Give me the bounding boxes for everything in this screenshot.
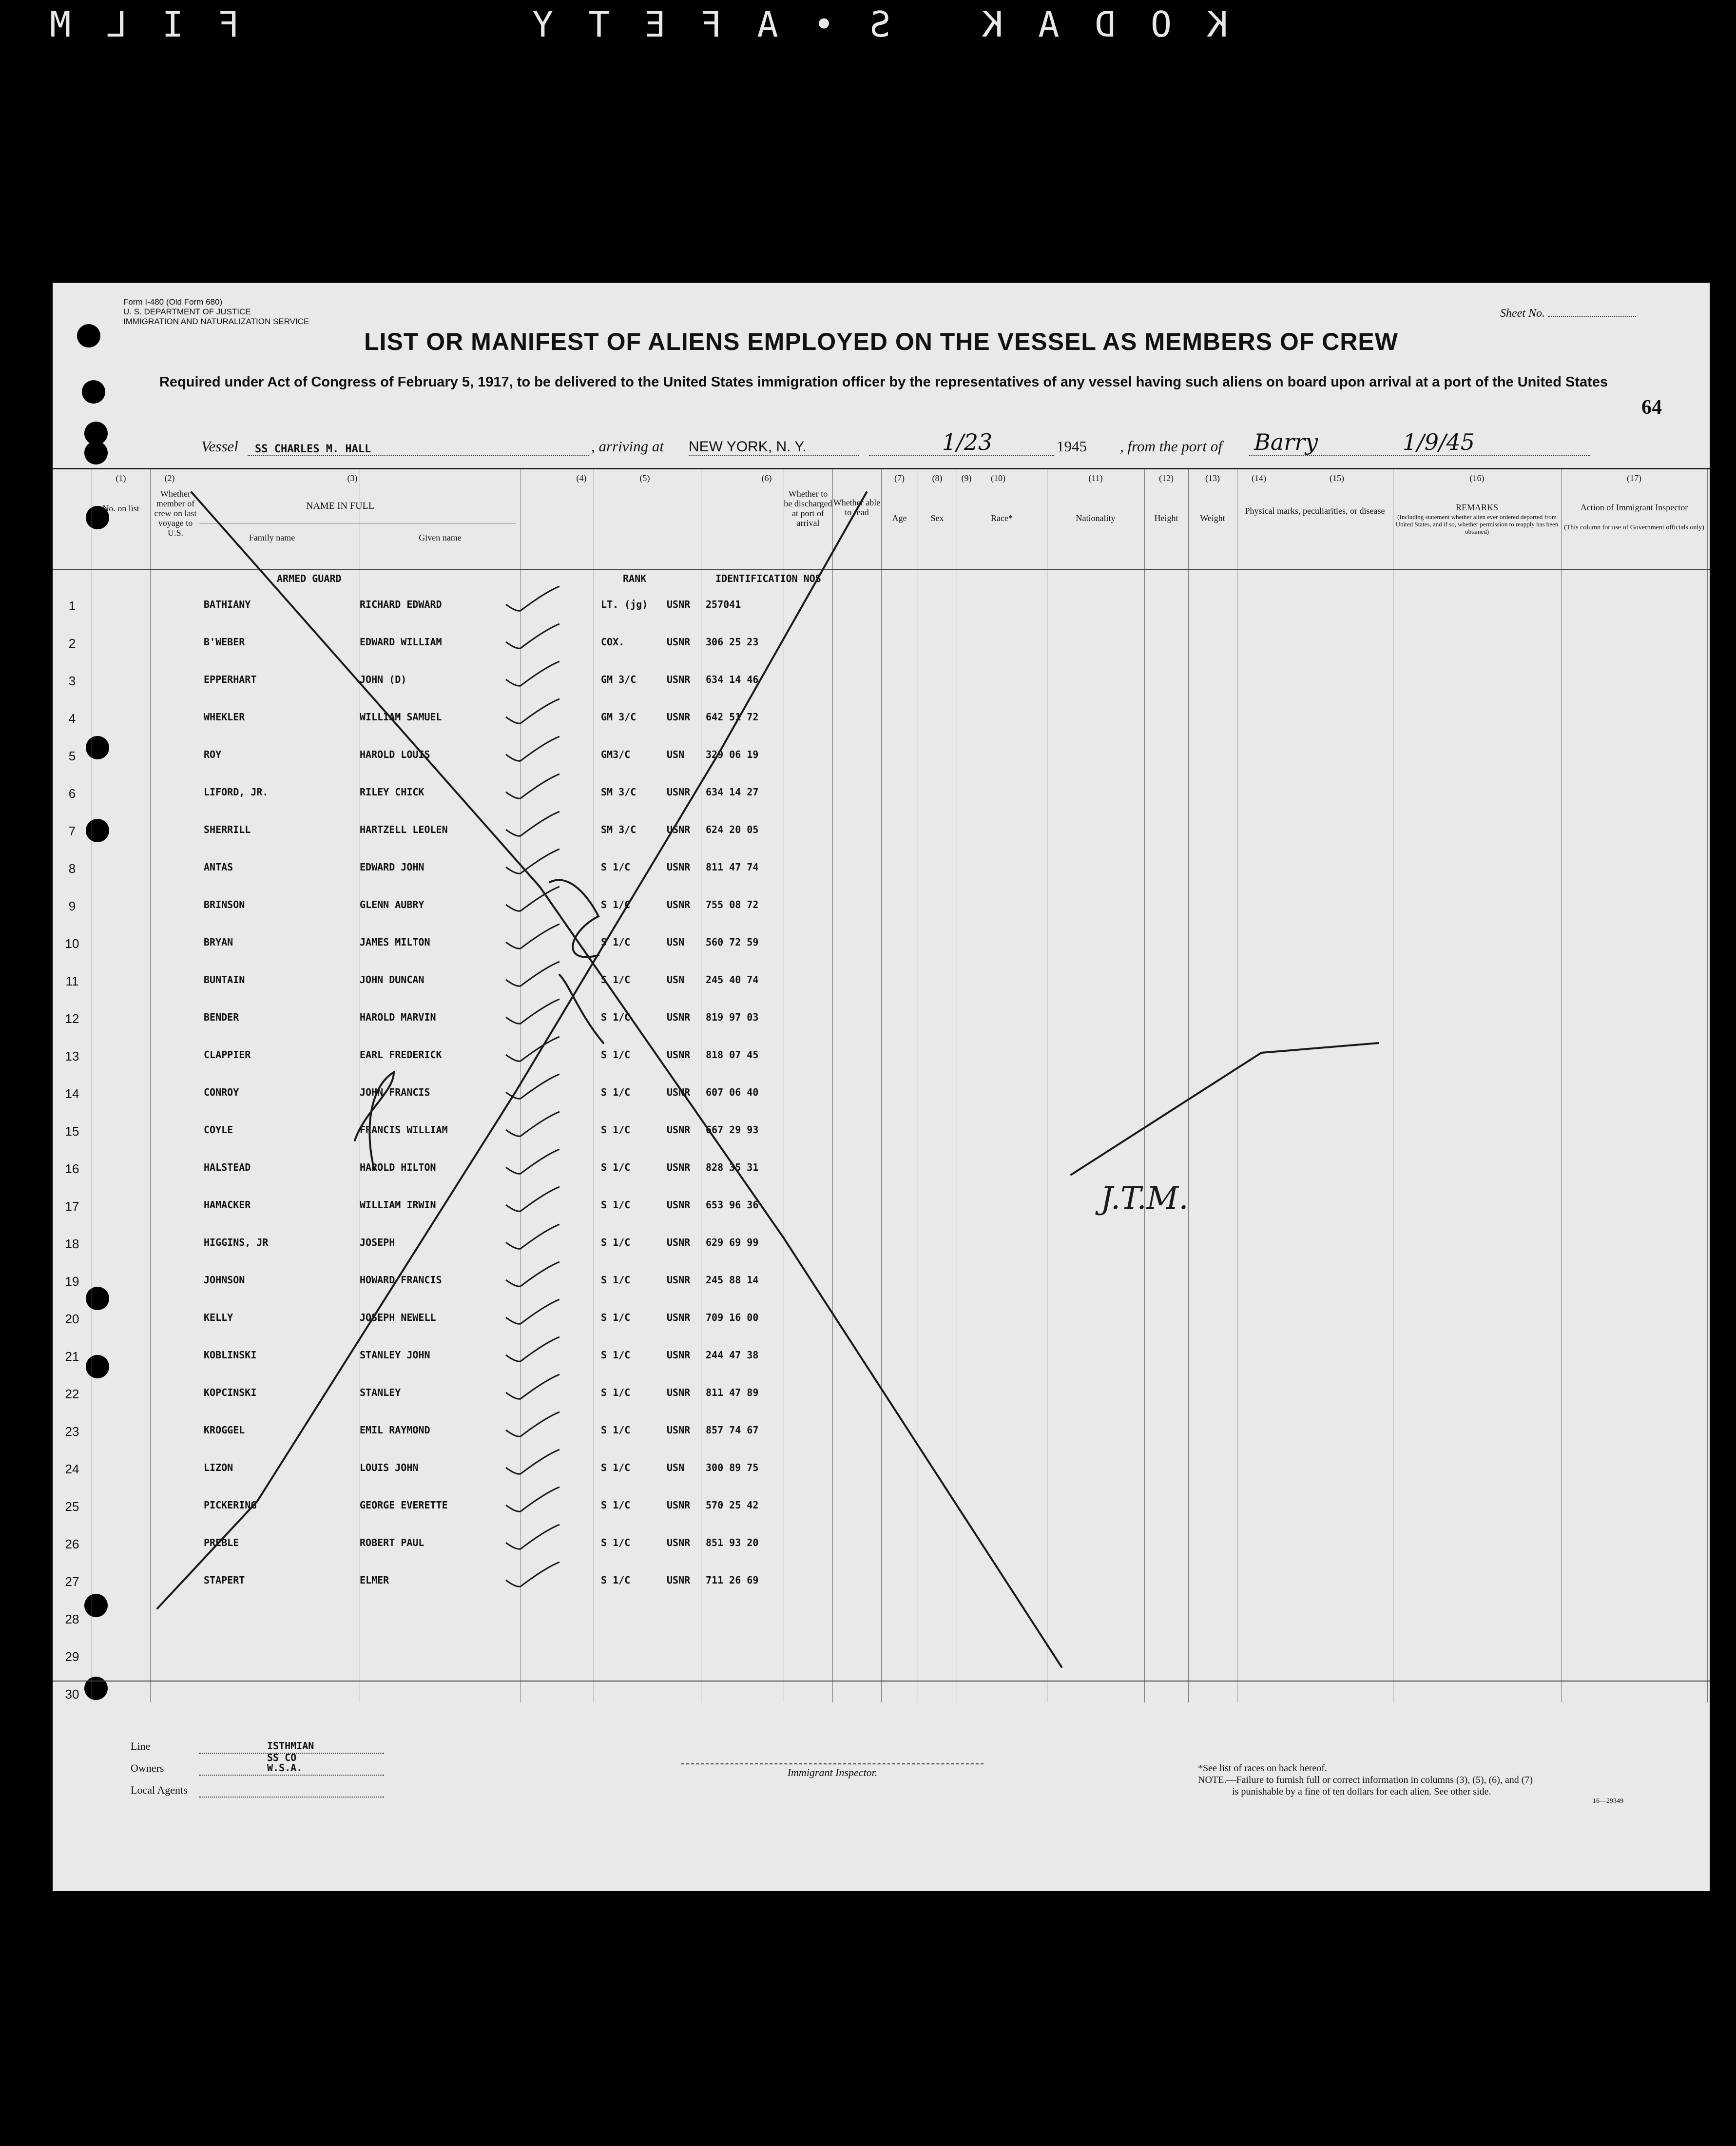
rank-cell: LT. (jg) xyxy=(601,599,648,610)
given-name-cell: GEORGE EVERETTE xyxy=(360,1499,448,1511)
rank-cell: GM3/C xyxy=(601,749,631,760)
branch-cell: USNR xyxy=(667,599,691,610)
given-name-cell: HAROLD LOUIS xyxy=(360,749,430,760)
column-header: Action of Immigrant Inspector xyxy=(1580,503,1688,512)
check-mark xyxy=(506,1224,559,1249)
identification-number-cell: 244 47 38 xyxy=(706,1349,759,1361)
family-name-cell: JOHNSON xyxy=(204,1274,245,1286)
rank-cell: GM 3/C xyxy=(601,711,637,723)
family-name-cell: COYLE xyxy=(204,1124,233,1136)
family-name-cell: PICKERING xyxy=(204,1499,257,1511)
column-header: Whether member of crew on last voyage to U.S. xyxy=(154,489,197,538)
family-name-cell: LIZON xyxy=(204,1462,233,1473)
check-mark xyxy=(506,624,559,648)
row-number: 22 xyxy=(65,1387,79,1401)
given-name-cell: EDWARD WILLIAM xyxy=(360,636,442,648)
check-mark xyxy=(506,586,559,611)
column-number: (13) xyxy=(1205,473,1220,483)
given-name-cell: ROBERT PAUL xyxy=(360,1537,424,1548)
rank-cell: S 1/C xyxy=(601,1424,631,1436)
row-number: 20 xyxy=(65,1312,79,1326)
identification-number-cell: 624 20 05 xyxy=(706,824,759,835)
owners-value: W.S.A. xyxy=(267,1762,303,1774)
branch-cell: USNR xyxy=(667,636,691,648)
approval-stroke xyxy=(1071,1043,1378,1175)
row-number: 18 xyxy=(65,1237,79,1251)
departure-port: Barry xyxy=(1254,429,1318,455)
row-number: 10 xyxy=(65,936,79,951)
rank-cell: S 1/C xyxy=(601,1237,631,1248)
given-name-cell: JAMES MILTON xyxy=(360,936,430,948)
rank-cell: S 1/C xyxy=(601,1011,631,1023)
row-number: 14 xyxy=(65,1086,79,1101)
row-number: 13 xyxy=(65,1049,79,1063)
note-line: *See list of races on back hereof. xyxy=(1198,1763,1327,1774)
branch-cell: USN xyxy=(667,1462,685,1473)
check-mark xyxy=(506,1337,559,1361)
check-mark xyxy=(506,1412,559,1436)
family-name-cell: HIGGINS, JR xyxy=(204,1237,269,1248)
row-number: 28 xyxy=(65,1612,79,1626)
family-name-cell: KELLY xyxy=(204,1312,233,1323)
identification-number-cell: 851 93 20 xyxy=(706,1537,759,1548)
row-number: 9 xyxy=(68,899,76,913)
row-number: 4 xyxy=(68,711,76,726)
family-name-cell: EPPERHART xyxy=(204,674,257,685)
remarks-note: (Including statement whether alien ever ordered deported from United States, and if so, whether permission to reapply has been obtained) xyxy=(1395,513,1559,535)
branch-cell: USNR xyxy=(667,1499,691,1511)
form-line: Form I-480 (Old Form 680) xyxy=(123,297,223,307)
diagonal-cancel-line xyxy=(192,492,540,887)
check-mark xyxy=(506,1487,559,1511)
column-header: Whether able to read xyxy=(833,498,881,517)
family-name-cell: B'WEBER xyxy=(204,636,245,648)
given-name-cell: ELMER xyxy=(360,1574,389,1586)
row-number: 29 xyxy=(65,1649,79,1664)
manifest-sheet xyxy=(53,283,1710,1891)
given-name-cell: GLENN AUBRY xyxy=(360,899,424,910)
given-name-cell: FRANCIS WILLIAM xyxy=(360,1124,448,1136)
given-name-cell: JOSEPH NEWELL xyxy=(360,1312,436,1323)
family-name-cell: BRYAN xyxy=(204,936,233,948)
branch-cell: USNR xyxy=(667,824,691,835)
identification-number-cell: 653 96 36 xyxy=(706,1199,759,1211)
column-number: (17) xyxy=(1627,473,1641,483)
identification-number-cell: 711 26 69 xyxy=(706,1574,759,1586)
identification-number-cell: 607 06 40 xyxy=(706,1086,759,1098)
branch-cell: USNR xyxy=(667,1537,691,1548)
rank-cell: S 1/C xyxy=(601,974,631,986)
identification-number-cell: 245 88 14 xyxy=(706,1274,759,1286)
check-mark xyxy=(506,1525,559,1549)
column-number: (9) xyxy=(961,473,972,483)
branch-cell: USN xyxy=(667,749,685,760)
branch-cell: USNR xyxy=(667,1199,691,1211)
branch-cell: USNR xyxy=(667,899,691,910)
identification-number-cell: 634 14 27 xyxy=(706,786,759,798)
form-code: 16—29349 xyxy=(1593,1798,1623,1805)
given-name-cell: EDWARD JOHN xyxy=(360,861,424,873)
check-mark xyxy=(506,1562,559,1586)
section-label-id: IDENTIFICATION NOS xyxy=(715,573,821,584)
column-number: (1) xyxy=(116,473,126,483)
branch-cell: USN xyxy=(667,974,685,986)
line-value: ISTHMIAN SS CO xyxy=(267,1740,314,1763)
column-number: (16) xyxy=(1469,473,1485,483)
rank-cell: S 1/C xyxy=(601,1086,631,1098)
identification-number-cell: 560 72 59 xyxy=(706,936,759,948)
given-name-cell: EMIL RAYMOND xyxy=(360,1424,430,1436)
immigrant-inspector-signature-line: Immigrant Inspector. xyxy=(681,1763,984,1779)
identification-number-cell: 818 07 45 xyxy=(706,1049,759,1061)
note-line: is punishable by a fine of ten dollars for each alien. See other side. xyxy=(1232,1786,1491,1797)
identification-number-cell: 755 08 72 xyxy=(706,899,759,910)
row-number: 5 xyxy=(68,749,76,763)
handwritten-scrawl xyxy=(355,1072,394,1170)
handwritten-marks xyxy=(53,283,1710,1891)
given-name-cell: EARL FREDERICK xyxy=(360,1049,442,1061)
check-mark xyxy=(506,1262,559,1286)
column-number: (15) xyxy=(1330,473,1344,483)
check-mark xyxy=(506,812,559,836)
identification-number-cell: 634 14 46 xyxy=(706,674,759,685)
family-name-cell: ANTAS xyxy=(204,861,233,873)
diagonal-cancel-line xyxy=(157,492,867,1608)
given-name-cell: STANLEY xyxy=(360,1387,401,1398)
given-name-cell: HAROLD MARVIN xyxy=(360,1011,436,1023)
vessel-name: SS CHARLES M. HALL xyxy=(255,443,371,455)
family-name-cell: LIFORD, JR. xyxy=(204,786,269,798)
row-number: 12 xyxy=(65,1011,79,1026)
column-number: (11) xyxy=(1088,473,1103,483)
given-name-cell: WILLIAM IRWIN xyxy=(360,1199,436,1211)
column-number: (3) xyxy=(347,473,358,483)
arriving-label: , arriving at xyxy=(591,438,664,455)
check-mark xyxy=(506,774,559,798)
check-mark xyxy=(506,661,559,686)
branch-cell: USNR xyxy=(667,1161,691,1173)
row-number: 1 xyxy=(68,599,76,613)
check-mark xyxy=(506,1149,559,1174)
given-name-cell: JOSEPH xyxy=(360,1237,395,1248)
rank-cell: S 1/C xyxy=(601,1199,631,1211)
column-header: Weight xyxy=(1200,513,1225,523)
column-header: Age xyxy=(892,513,907,523)
check-mark xyxy=(506,1187,559,1211)
given-name-cell: JOHN (D) xyxy=(360,674,407,685)
column-header: Sex xyxy=(930,513,944,523)
inspector-initials: J.T.M. xyxy=(1100,1180,1189,1217)
given-name-cell: LOUIS JOHN xyxy=(360,1462,419,1473)
identification-number-cell: 329 06 19 xyxy=(706,749,759,760)
branch-cell: USNR xyxy=(667,1124,691,1136)
family-name-cell: BATHIANY xyxy=(204,599,251,610)
rank-cell: S 1/C xyxy=(601,1049,631,1061)
film-edge-strip xyxy=(0,0,1736,54)
column-number: (6) xyxy=(761,473,772,483)
check-mark xyxy=(506,736,559,761)
branch-cell: USNR xyxy=(667,1387,691,1398)
check-mark xyxy=(506,1037,559,1061)
family-name-cell: HAMACKER xyxy=(204,1199,251,1211)
local-agents-label: Local Agents xyxy=(131,1784,188,1796)
column-header: No. on list xyxy=(102,503,139,513)
rank-cell: COX. xyxy=(601,636,625,648)
family-name-cell: HALSTEAD xyxy=(204,1161,251,1173)
family-name-cell: SHERRILL xyxy=(204,824,251,835)
rank-cell: S 1/C xyxy=(601,1387,631,1398)
branch-cell: USNR xyxy=(667,1011,691,1023)
branch-cell: USNR xyxy=(667,1312,691,1323)
owners-label: Owners xyxy=(131,1762,164,1774)
identification-number-cell: 857 74 67 xyxy=(706,1424,759,1436)
film-edge-text-left: FILM xyxy=(15,4,240,45)
row-number: 3 xyxy=(68,674,76,688)
family-name-cell: KROGGEL xyxy=(204,1424,245,1436)
row-number: 7 xyxy=(68,824,76,838)
rank-cell: S 1/C xyxy=(601,1161,631,1173)
check-mark xyxy=(506,962,559,986)
family-name-cell: BUNTAIN xyxy=(204,974,245,986)
family-name-cell: ROY xyxy=(204,749,222,760)
rank-cell: S 1/C xyxy=(601,1274,631,1286)
given-name-cell: HARTZELL LEOLEN xyxy=(360,824,448,835)
given-name-cell: RICHARD EDWARD xyxy=(360,599,442,610)
arriving-port: NEW YORK, N. Y. xyxy=(689,439,807,455)
column-header: REMARKS xyxy=(1455,503,1499,512)
row-number: 15 xyxy=(65,1124,79,1139)
column-number: (12) xyxy=(1159,473,1174,483)
rank-cell: S 1/C xyxy=(601,899,631,910)
diagonal-cancel-line xyxy=(540,887,1061,1667)
identification-number-cell: 819 97 03 xyxy=(706,1011,759,1023)
rank-cell: SM 3/C xyxy=(601,786,637,798)
page-number: 64 xyxy=(1641,396,1662,419)
branch-cell: USNR xyxy=(667,1086,691,1098)
row-number: 23 xyxy=(65,1424,79,1439)
column-header: Race* xyxy=(991,513,1013,523)
column-number: (8) xyxy=(932,473,943,483)
vessel-label: Vessel xyxy=(201,438,238,455)
given-name-cell: HAROLD HILTON xyxy=(360,1161,436,1173)
inspector-note: (This column for use of Government officials only) xyxy=(1564,524,1704,531)
check-mark xyxy=(506,1112,559,1136)
branch-cell: USNR xyxy=(667,711,691,723)
identification-number-cell: 306 25 23 xyxy=(706,636,759,648)
family-name-cell: BENDER xyxy=(204,1011,239,1023)
family-name-cell: BRINSON xyxy=(204,899,245,910)
row-number: 24 xyxy=(65,1462,79,1476)
family-name-cell: KOBLINSKI xyxy=(204,1349,257,1361)
rank-cell: S 1/C xyxy=(601,1462,631,1473)
identification-number-cell: 257041 xyxy=(706,599,741,610)
identification-number-cell: 642 51 72 xyxy=(706,711,759,723)
given-name-cell: JOHN DUNCAN xyxy=(360,974,424,986)
arrival-date: 1/23 xyxy=(942,429,993,455)
column-header: Physical marks, peculiarities, or disease xyxy=(1245,506,1385,516)
row-number: 17 xyxy=(65,1199,79,1214)
family-name-header: Family name xyxy=(249,533,295,542)
check-mark xyxy=(506,849,559,873)
section-label-group: ARMED GUARD xyxy=(277,573,342,584)
check-mark xyxy=(506,999,559,1024)
branch-cell: USNR xyxy=(667,861,691,873)
check-mark xyxy=(506,924,559,948)
branch-cell: USN xyxy=(667,936,685,948)
arrival-year: 1945 xyxy=(1057,438,1087,455)
column-header: Whether to be discharged at port of arrival xyxy=(784,489,832,528)
row-number: 26 xyxy=(65,1537,79,1551)
branch-cell: USNR xyxy=(667,786,691,798)
note-line: NOTE.—Failure to furnish full or correct information in columns (3), (5), (6), and (7) xyxy=(1198,1775,1533,1785)
check-mark xyxy=(506,1450,559,1474)
identification-number-cell: 570 25 42 xyxy=(706,1499,759,1511)
rank-cell: S 1/C xyxy=(601,861,631,873)
identification-number-cell: 245 40 74 xyxy=(706,974,759,986)
check-mark xyxy=(506,1374,559,1399)
identification-number-cell: 811 47 89 xyxy=(706,1387,759,1398)
row-number: 25 xyxy=(65,1499,79,1514)
check-mark xyxy=(506,699,559,723)
check-mark xyxy=(506,887,559,911)
given-name-cell: STANLEY JOHN xyxy=(360,1349,430,1361)
identification-number-cell: 300 89 75 xyxy=(706,1462,759,1473)
rank-cell: S 1/C xyxy=(601,1537,631,1548)
form-line: U. S. DEPARTMENT OF JUSTICE xyxy=(123,307,251,316)
family-name-cell: PREBLE xyxy=(204,1537,239,1548)
given-name-cell: RILEY CHICK xyxy=(360,786,424,798)
row-number: 30 xyxy=(65,1687,79,1701)
check-mark xyxy=(506,1299,559,1324)
row-number: 8 xyxy=(68,861,76,876)
rank-cell: S 1/C xyxy=(601,1574,631,1586)
family-name-cell: KOPCINSKI xyxy=(204,1387,257,1398)
branch-cell: USNR xyxy=(667,1574,691,1586)
rank-cell: S 1/C xyxy=(601,936,631,948)
family-name-cell: CONROY xyxy=(204,1086,239,1098)
line-label: Line xyxy=(131,1740,151,1752)
branch-cell: USNR xyxy=(667,1237,691,1248)
section-label-rank: RANK xyxy=(623,573,647,584)
departure-date: 1/9/45 xyxy=(1403,429,1475,455)
row-number: 11 xyxy=(65,974,79,988)
family-name-cell: STAPERT xyxy=(204,1574,245,1586)
column-header: Nationality xyxy=(1076,513,1116,523)
identification-number-cell: 667 29 93 xyxy=(706,1124,759,1136)
rank-cell: S 1/C xyxy=(601,1312,631,1323)
column-number: (14) xyxy=(1252,473,1266,483)
given-name-cell: HOWARD FRANCIS xyxy=(360,1274,442,1286)
rank-cell: S 1/C xyxy=(601,1499,631,1511)
row-number: 27 xyxy=(65,1574,79,1589)
rank-cell: SM 3/C xyxy=(601,824,637,835)
film-edge-text-right: KODAK S•AFETY xyxy=(497,4,1228,45)
rank-cell: S 1/C xyxy=(601,1349,631,1361)
column-number: (5) xyxy=(639,473,650,483)
column-number: (4) xyxy=(576,473,587,483)
column-header: Height xyxy=(1154,513,1178,523)
rank-cell: S 1/C xyxy=(601,1124,631,1136)
handwritten-scrawl xyxy=(550,880,598,957)
column-header: NAME IN FULL xyxy=(306,501,374,511)
identification-number-cell: 709 16 00 xyxy=(706,1312,759,1323)
given-name-cell: JOHN FRANCIS xyxy=(360,1086,430,1098)
row-number: 6 xyxy=(68,786,76,801)
row-number: 2 xyxy=(68,636,76,651)
sheet-number-label: Sheet No. xyxy=(1500,307,1545,320)
row-number: 16 xyxy=(65,1161,79,1176)
rank-cell: GM 3/C xyxy=(601,674,637,685)
from-label: , from the port of xyxy=(1120,438,1222,455)
page-title: LIST OR MANIFEST OF ALIENS EMPLOYED ON THE VESSEL AS MEMBERS OF CREW xyxy=(364,328,1398,355)
form-line: IMMIGRATION AND NATURALIZATION SERVICE xyxy=(123,317,309,326)
column-number: (7) xyxy=(894,473,905,483)
column-number: (10) xyxy=(991,473,1005,483)
identification-number-cell: 811 47 74 xyxy=(706,861,759,873)
identification-number-cell: 828 35 31 xyxy=(706,1161,759,1173)
row-number: 21 xyxy=(65,1349,79,1364)
given-name-cell: WILLIAM SAMUEL xyxy=(360,711,442,723)
row-number: 19 xyxy=(65,1274,79,1289)
branch-cell: USNR xyxy=(667,1349,691,1361)
branch-cell: USNR xyxy=(667,1049,691,1061)
column-number: (2) xyxy=(164,473,175,483)
family-name-cell: WHEKLER xyxy=(204,711,245,723)
identification-number-cell: 629 69 99 xyxy=(706,1237,759,1248)
given-name-header: Given name xyxy=(419,533,462,542)
branch-cell: USNR xyxy=(667,1274,691,1286)
branch-cell: USNR xyxy=(667,1424,691,1436)
page-subtitle: Required under Act of Congress of February 5, 1917, to be delivered to the United States immigration officer by the representatives of any vessel having such aliens on board upon arrival at a port of the United States xyxy=(159,374,1608,390)
branch-cell: USNR xyxy=(667,674,691,685)
family-name-cell: CLAPPIER xyxy=(204,1049,251,1061)
